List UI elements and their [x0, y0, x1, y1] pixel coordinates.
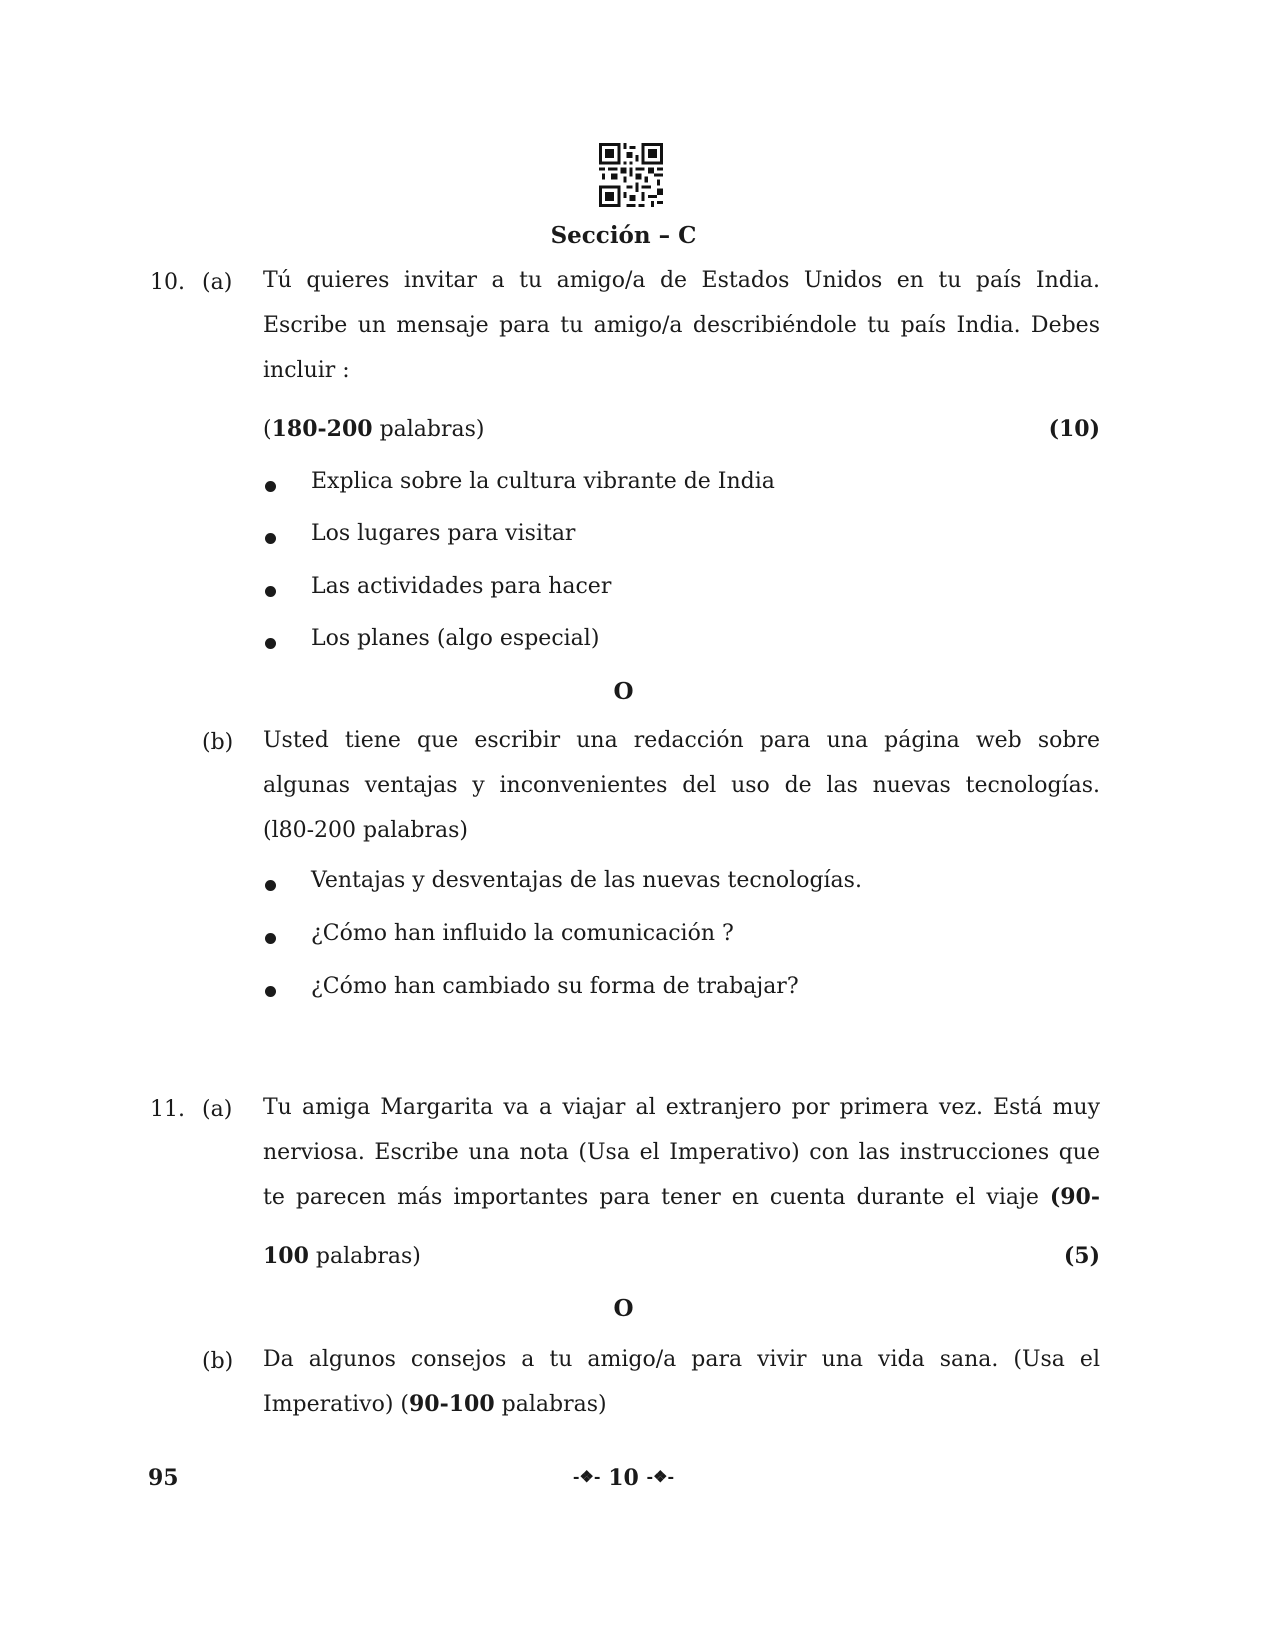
page-number-value: 10	[608, 1465, 639, 1491]
question-11a-line-2: nerviosa. Escribe una nota (Usa el Imperativo) con las instrucciones que	[263, 1140, 1100, 1165]
question-10a-bullet-1: Explica sobre la cultura vibrante de India	[311, 469, 775, 494]
bullet-icon	[265, 880, 276, 891]
question-10a-line-3: incluir :	[263, 358, 350, 383]
word-range-start: (90-	[1049, 1184, 1100, 1210]
question-10b-line-2: algunas ventajas y inconvenientes del uso de las nuevas tecnologías.	[263, 773, 1100, 798]
question-11-or-divider: O	[613, 1295, 634, 1322]
word-unit: palabras)	[494, 1392, 607, 1417]
word-range-end: 100	[263, 1243, 309, 1269]
question-11a-word-count-row	[263, 1243, 1100, 1269]
question-11a-text	[263, 1085, 1100, 1220]
question-10a-text	[263, 258, 1100, 393]
question-11b-label: (b)	[202, 1349, 234, 1374]
question-10b-bullet-3: ¿Cómo han cambiado su forma de trabajar?	[311, 974, 799, 999]
ornament-right-icon: -❖-	[646, 1467, 675, 1486]
question-10-or-divider: O	[613, 678, 634, 705]
question-10a-line-1: Tú quieres invitar a tu amigo/a de Estados Unidos en tu país India.	[263, 268, 1100, 293]
question-11a-line-3-text: te parecen más importantes para tener en cuenta durante el viaje	[263, 1185, 1050, 1210]
question-10-marks: (10)	[1048, 416, 1100, 442]
section-title: Sección – C	[550, 222, 697, 249]
question-11-number: 11.	[150, 1097, 185, 1122]
bullet-icon	[265, 481, 276, 492]
question-11-marks: (5)	[1063, 1243, 1100, 1269]
question-10a-label: (a)	[202, 270, 233, 295]
question-10b-line-1: Usted tiene que escribir una redacción para una página web sobre	[263, 728, 1100, 753]
paren-open: (	[263, 417, 272, 442]
question-11a-line-1: Tu amiga Margarita va a viajar al extranjero por primera vez. Está muy	[263, 1095, 1100, 1120]
bullet-icon	[265, 533, 276, 544]
question-11a-label: (a)	[202, 1097, 233, 1122]
question-11b-text	[263, 1337, 1100, 1427]
word-range: 180-200	[271, 416, 373, 442]
question-10b-text	[263, 718, 1100, 853]
question-10b-line-3: (l80-200 palabras)	[263, 818, 468, 843]
paper-code: 95	[148, 1465, 179, 1491]
question-11b-line-2-text: Imperativo) (	[263, 1392, 409, 1417]
bullet-icon	[265, 586, 276, 597]
page-number	[0, 1465, 1247, 1491]
bullet-icon	[265, 986, 276, 997]
question-10a-bullet-2: Los lugares para visitar	[311, 521, 576, 546]
word-unit: palabras)	[308, 1244, 421, 1269]
question-11a-word-count	[263, 1243, 421, 1269]
question-10a-word-count	[263, 416, 485, 442]
question-10a-bullet-4: Los planes (algo especial)	[311, 626, 600, 651]
question-11b-line-2	[263, 1382, 1100, 1427]
qr-code	[599, 143, 663, 207]
question-10-number: 10.	[150, 270, 185, 295]
question-11b-line-1: Da algunos consejos a tu amigo/a para vivir una vida sana. (Usa el	[263, 1347, 1100, 1372]
bullet-icon	[265, 933, 276, 944]
bullet-icon	[265, 638, 276, 649]
word-unit: palabras)	[372, 417, 485, 442]
question-10a-bullet-3: Las actividades para hacer	[311, 574, 612, 599]
question-10a-word-count-row	[263, 416, 1100, 442]
question-11a-line-3	[263, 1175, 1100, 1220]
word-range: 90-100	[409, 1391, 495, 1417]
question-10a-line-2: Escribe un mensaje para tu amigo/a describiéndole tu país India. Debes	[263, 313, 1100, 338]
question-10b-label: (b)	[202, 730, 234, 755]
question-10b-bullet-1: Ventajas y desventajas de las nuevas tecnologías.	[311, 868, 862, 893]
question-10b-bullet-2: ¿Cómo han influido la comunicación ?	[311, 921, 734, 946]
ornament-left-icon: -❖-	[572, 1467, 601, 1486]
